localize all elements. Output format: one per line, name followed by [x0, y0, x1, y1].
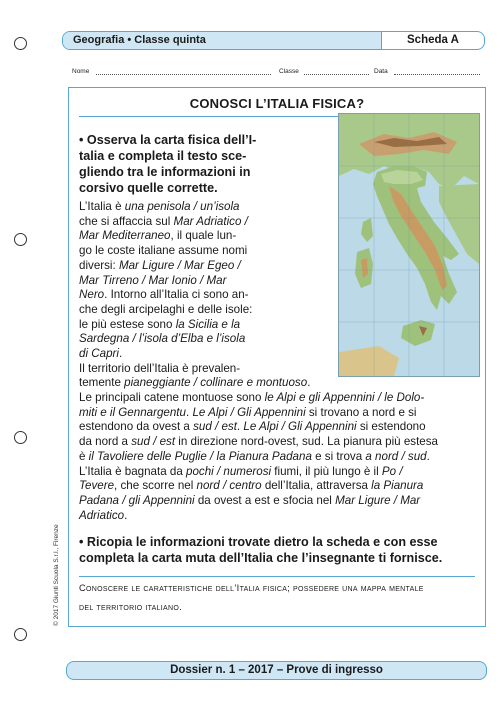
copyright-notice: © 2017 Giunti Scuola S.r.l., Firenze — [53, 524, 60, 626]
instruction-1: • Osserva la carta fisica dell’I- talia e completa il testo sce- gliendo tra le informazioni in corsivo quelle corrette. — [79, 133, 257, 195]
page-title: CONOSCI L’ITALIA FISICA? — [189, 96, 365, 111]
binder-hole-4 — [14, 628, 27, 641]
objectives-divider — [79, 576, 475, 577]
italy-map-image — [339, 114, 479, 376]
header-sheet-label: Scheda A — [381, 32, 484, 49]
student-fields — [72, 68, 482, 80]
binder-hole-1 — [14, 37, 27, 50]
header-bar — [62, 31, 485, 50]
name-line — [96, 74, 271, 75]
date-label: Data — [374, 68, 388, 75]
binder-hole-3 — [14, 431, 27, 444]
italy-physical-map — [338, 113, 480, 377]
class-label: Classe — [279, 68, 299, 75]
footer-bar: Dossier n. 1 – 2017 – Prove di ingresso — [66, 661, 487, 680]
class-line — [304, 74, 369, 75]
learning-objectives: Conoscere le caratteristiche dell’Italia fisica; possedere una mappa mentale del territorio italiano. — [79, 583, 424, 612]
name-label: Nome — [72, 68, 90, 75]
header-subject: Geografia • Classe quinta — [73, 34, 206, 46]
paragraph-relief: Le principali catene montuose sono le Alpi e gli Appennini / le Dolo- miti e il Gennargentu. Le Alpi / Gli Appennini si trovano a nord e si estendono da ovest a sud / est. Le Alpi / Gli Appennini si estendono da nord a sud / est in direzione nord-ovest, sud. La pianura più estesa è il Tavoliere delle Puglie / la Pianura Padana e si trova a nord / sud. L’Italia è bagnata da pochi / numerosi fiumi, il più lungo è il Po / Tevere, che scorre nel nord / centro dell’Italia, attraversa la Pianura Padana / gli Appennini da ovest a est e sfocia nel Mar Ligure / Mar Adriatico. — [79, 391, 439, 522]
instruction-2: • Ricopia le informazioni trovate dietro la scheda e con esse completa la carta muta dell’Italia che l’insegnante ti fornisce. — [79, 535, 443, 565]
binder-hole-2 — [14, 233, 27, 246]
date-line — [394, 74, 480, 75]
paragraph-geography: L’Italia è una penisola / un’isola che si affaccia sul Mar Adriatico / Mar Mediterraneo, il quale lun- go le coste italiane assume nomi diversi: Mar Ligure / Mar Egeo / Mar Tirreno / Mar Ionio / Mar Nero. Intorno all’Italia ci sono an- che degli arcipelaghi e delle isole: le più estese sono la Sicilia e la Sardegna / l’isola d’Elba e l’isola di Capri. Il territorio dell’Italia è prevalen- temente pianeggiante / collinare e montuoso. — [79, 200, 311, 390]
